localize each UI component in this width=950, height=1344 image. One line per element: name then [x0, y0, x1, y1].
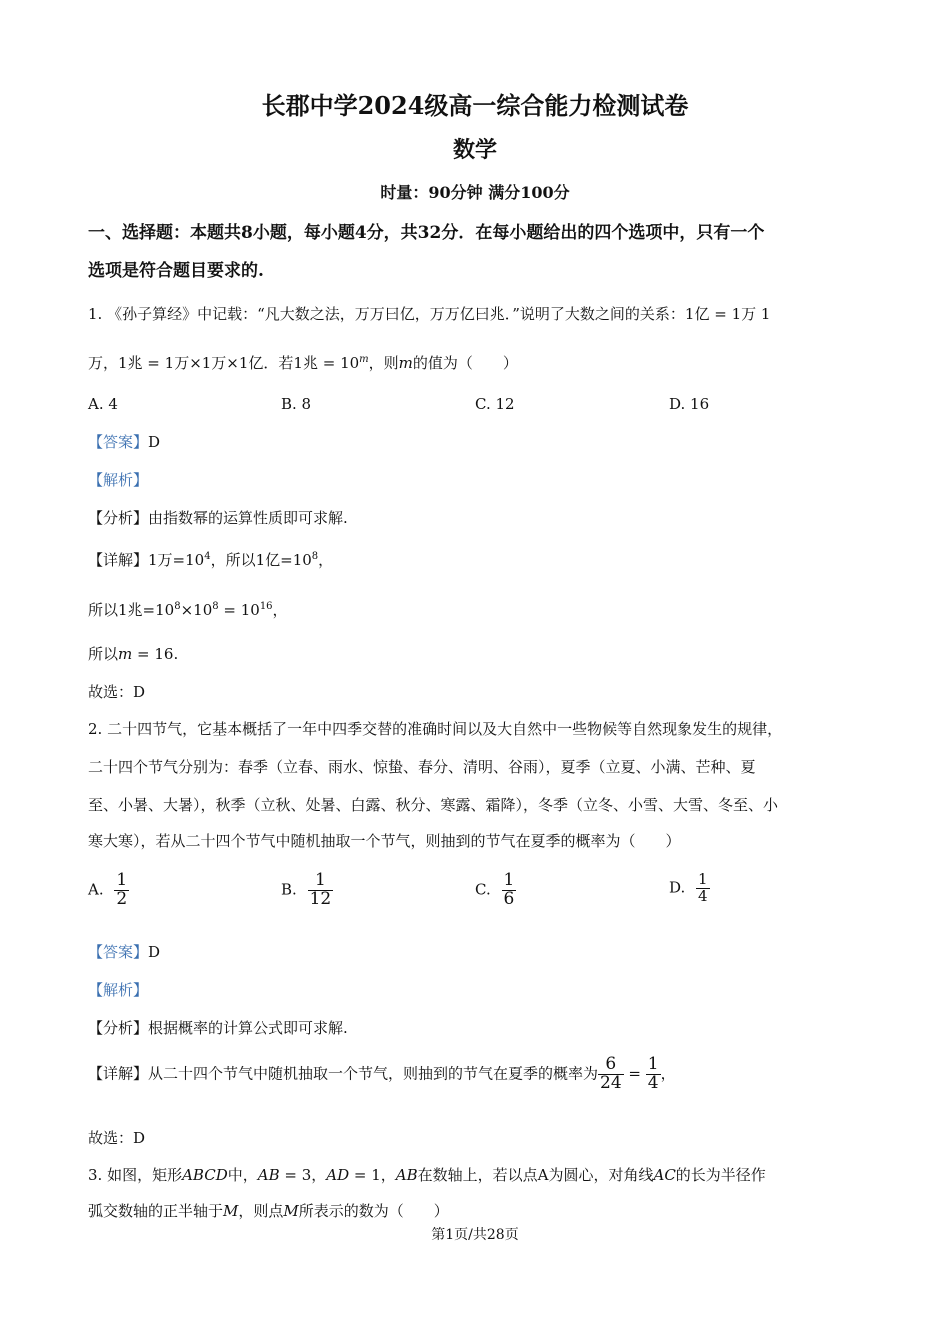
q2-xiangjie: 【详解】从二十四个节气中随机抽取一个节气，则抽到的节气在夏季的概率为 $\frac{6}{24}$ = $\frac{1}{4}$ ， — [88, 1054, 676, 1093]
page-footer: 第1页/共28页 — [431, 1227, 519, 1243]
q1-option-c: C. 12 — [475, 395, 515, 413]
q1-option-b: B. 8 — [281, 395, 312, 413]
q1-analysis-tag: 【解析】 — [88, 471, 149, 489]
section-heading-line1: 一、选择题：本题共8小题，每小题4分，共32分．在每小题给出的四个选项中，只有一个 — [88, 223, 765, 243]
subject-title: 数学 — [452, 137, 497, 163]
q2-stem-line4: 寒大寒），若从二十四个节气中随机抽取一个节气，则抽到的节气在夏季的概率为（ ） — [88, 832, 681, 850]
q1-option-a: A. 4 — [88, 395, 118, 413]
q2-option-d: D. $\frac{1}{4}$ — [669, 870, 708, 905]
q2-stem-line1: 2. 二十四节气，它基本概括了一年中四季交替的准确时间以及大自然中一些物候等自然现象发生的规律， — [88, 720, 783, 738]
q1-answer: 【答案】D — [88, 433, 161, 451]
q2-option-c: C. $\frac{1}{6}$ — [475, 870, 515, 909]
q1-xiangjie: 【详解】1万$=10^4$，所以1亿$=10^8$， — [88, 551, 334, 569]
q1-stem-line1: 1. 《孙子算经》中记载：“凡大数之法，万万曰亿，万万亿曰兆．”说明了大数之间的关系：1亿 = 1万 1 — [88, 305, 771, 323]
q2-option-b: B. $\frac{1}{12}$ — [281, 870, 332, 909]
exam-title: 长郡中学2024级高一综合能力检测试卷 — [261, 91, 689, 120]
q1-pick: 故选：D — [88, 683, 146, 701]
q2-stem-line2: 二十四个节气分别为：春季（立春、雨水、惊蛰、春分、清明、谷雨），夏季（立夏、小满、芒种、夏 — [88, 758, 756, 776]
q3-stem-line2: 弧交数轴的正半轴于M，则点M所表示的数为（ ） — [88, 1202, 449, 1220]
q2-stem-line3: 至、小暑、大暑），秋季（立秋、处暑、白露、秋分、寒露、霜降），冬季（立冬、小雪、大雪、冬至、小 — [88, 796, 779, 814]
q2-fenxi: 【分析】根据概率的计算公式即可求解. — [88, 1019, 348, 1037]
q1-fenxi: 【分析】由指数幂的运算性质即可求解. — [88, 509, 348, 527]
q2-answer: 【答案】D — [88, 943, 161, 961]
q1-work-line3: 所以m = 16. — [88, 645, 179, 663]
q2-pick: 故选：D — [88, 1129, 146, 1147]
q2-option-a: A. $\frac{1}{2}$ — [88, 870, 128, 909]
q1-stem-line2: 万，1兆 = 1万×1万×1亿．若1兆 = $10^m$，则m的值为（ ） — [88, 354, 518, 372]
q3-stem-line1: 3. 如图，矩形ABCD中，AB = 3，AD = 1，AB在数轴上，若以点A为圆心，对角线AC的长为半径作 — [88, 1166, 766, 1184]
q1-work-line2: 所以1兆$=10^8\times 10^8 = 10^{16}$， — [88, 601, 288, 619]
q1-option-d: D. 16 — [669, 395, 710, 413]
q2-analysis-tag: 【解析】 — [88, 981, 149, 999]
section-heading-line2: 选项是符合题目要求的. — [88, 261, 264, 281]
exam-meta: 时量：90分钟 满分100分 — [380, 183, 570, 202]
